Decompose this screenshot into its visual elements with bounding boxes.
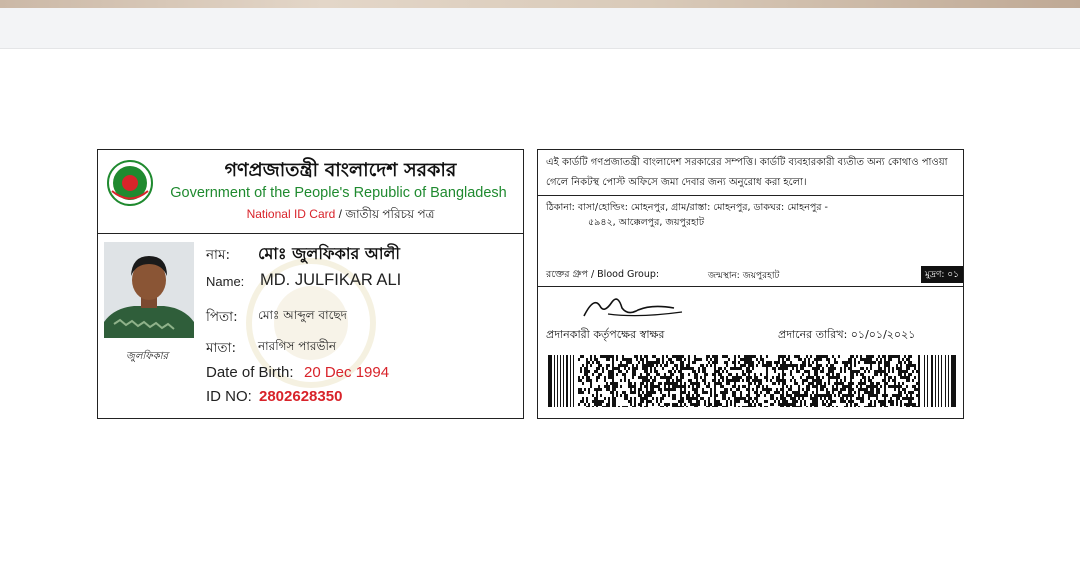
pdf417-barcode-icon <box>548 355 956 407</box>
father-label: পিতা: <box>206 309 238 325</box>
card-type-separator: / <box>338 207 342 221</box>
ownership-notice: এই কার্ডটি গণপ্রজাতন্ত্রী বাংলাদেশ সরকারের সম্পত্তি। কার্ডটি ব্যবহারকারী ব্যতীত অন্য কোথাও পাওয়া গেলে নিকটস্থ পোস্ট অফিসে জমা দেবার জন্য অনুরোধ করা হলো। <box>538 150 963 196</box>
mother-label: মাতা: <box>206 340 237 356</box>
viewer-toolbar <box>0 8 1080 49</box>
blood-group-label: রক্তের গ্রুপ / Blood Group: <box>546 269 660 280</box>
person-photo-icon <box>104 242 194 338</box>
mother-value: নারগিস পারভীন <box>258 339 337 353</box>
nid-card-front <box>97 149 524 419</box>
name-bn-value: মোঃ জুলফিকার আলী <box>258 244 400 263</box>
government-emblem-icon <box>106 158 154 208</box>
holder-photo <box>104 242 194 338</box>
father-value: মোঃ আব্দুল বাছেদ <box>258 308 347 322</box>
card-type-en: National ID Card <box>246 207 336 221</box>
nid-card-back <box>537 149 964 419</box>
header-title-en: Government of the People's Republic of Bangladesh <box>170 185 507 201</box>
address <box>546 200 955 230</box>
name-en-value: MD. JULFIKAR ALI <box>260 271 402 289</box>
print-count-badge: মুদ্রণ: ০১ <box>921 266 963 283</box>
address-section <box>538 196 963 287</box>
birthplace: জন্মস্থান: জয়পুরহাট <box>708 271 780 281</box>
address-line-1: ঠিকানা: বাসা/হোল্ডিং: মোহনপুর, গ্রাম/রাস্তা: মোহনপুর, ডাকঘর: মোহনপুর - <box>546 202 828 213</box>
top-strip <box>0 0 1080 8</box>
issuer-signature-label: প্রদানকারী কর্তৃপক্ষের স্বাক্ষর <box>546 328 665 341</box>
id-label: ID NO: <box>206 388 252 405</box>
header-title-bn: গণপ্রজাতন্ত্রী বাংলাদেশ সরকার <box>224 159 457 181</box>
issue-date: প্রদানের তারিখ: ০১/০১/২০২১ <box>778 328 916 341</box>
address-line-2: ৫৯৪২, আক্কেলপুর, জয়পুরহাট <box>588 217 705 228</box>
dob-label: Date of Birth: <box>206 364 294 381</box>
name-en-label: Name: <box>206 274 245 289</box>
card-type <box>158 206 523 226</box>
name-bn-label: নাম: <box>206 247 231 263</box>
id-value: 2802628350 <box>259 388 343 405</box>
card-type-bn: জাতীয় পরিচয় পত্র <box>345 207 435 221</box>
issuer-signature-icon <box>578 292 688 322</box>
dob-value: 20 Dec 1994 <box>304 364 390 381</box>
holder-signature: জুলফিকার <box>126 351 168 362</box>
card-header <box>98 150 523 234</box>
